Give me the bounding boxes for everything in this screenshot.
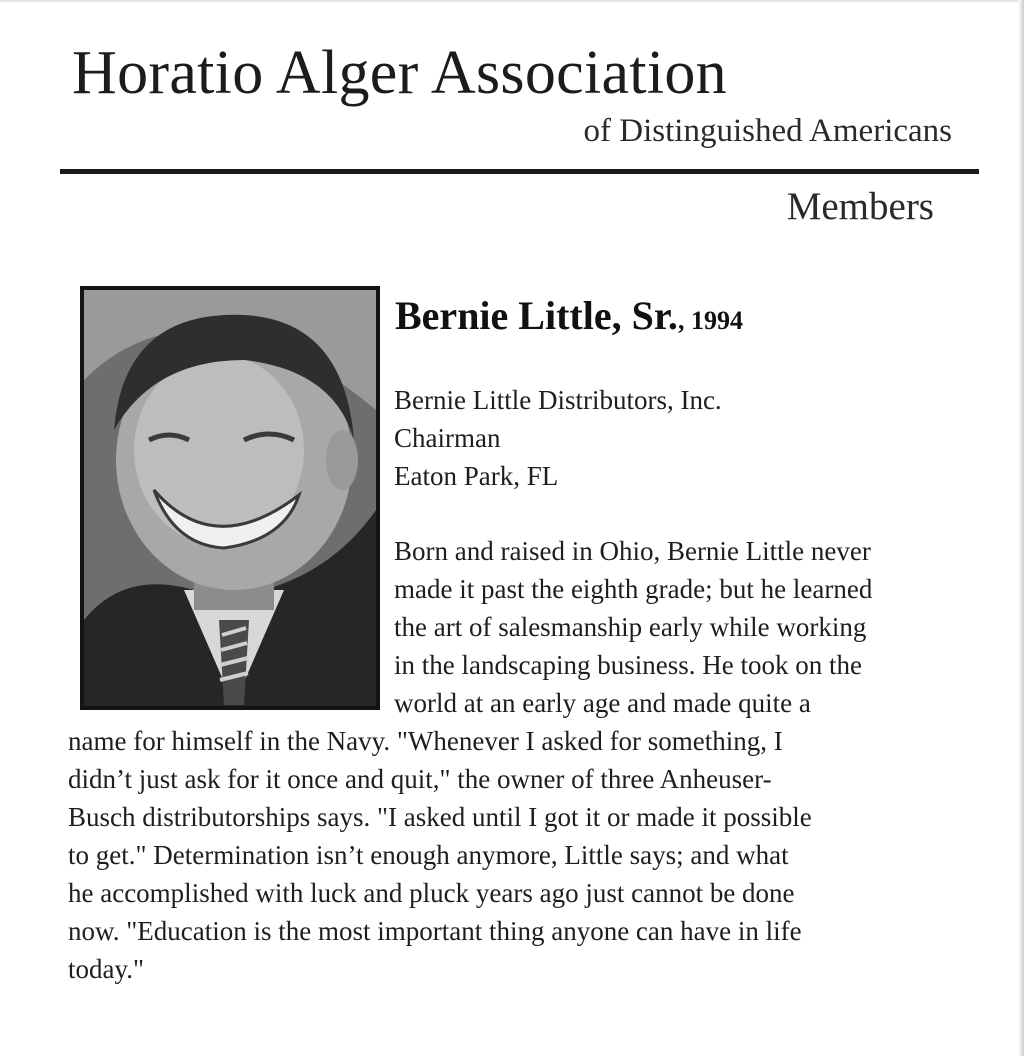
section-label: Members xyxy=(786,185,934,228)
member-company: Bernie Little Distributors, Inc. xyxy=(394,385,722,415)
page-edge-top xyxy=(0,0,1024,3)
bio-line: Busch distributorships says. "I asked until I got it or made it possible xyxy=(68,802,812,832)
induction-year: , 1994 xyxy=(677,306,743,335)
bio-line: in the landscaping business. He took on the xyxy=(394,650,862,680)
bio-line: he accomplished with luck and pluck years ago just cannot be done xyxy=(68,878,795,908)
bio-line: didn’t just ask for it once and quit," the owner of three Anheuser- xyxy=(68,764,772,794)
organization-title: Horatio Alger Association xyxy=(72,39,727,107)
bio-line: today." xyxy=(68,954,145,984)
member-heading xyxy=(395,292,743,339)
bio-line: now. "Education is the most important thing anyone can have in life xyxy=(68,916,802,946)
member-biography xyxy=(68,532,988,988)
page-edge-right xyxy=(1018,0,1024,1056)
bio-line: made it past the eighth grade; but he learned xyxy=(394,574,873,604)
header-divider xyxy=(60,169,979,174)
bio-line: to get." Determination isn’t enough anymore, Little says; and what xyxy=(68,840,789,870)
bio-line: name for himself in the Navy. "Whenever I asked for something, I xyxy=(68,726,783,756)
member-name: Bernie Little, Sr. xyxy=(395,293,678,338)
bio-line: Born and raised in Ohio, Bernie Little never xyxy=(394,536,871,566)
member-location: Eaton Park, FL xyxy=(394,461,559,491)
bio-line: world at an early age and made quite a xyxy=(394,688,811,718)
organization-subtitle: of Distinguished Americans xyxy=(583,113,952,149)
member-position: Chairman xyxy=(394,423,501,453)
bio-line: the art of salesmanship early while working xyxy=(394,612,867,642)
